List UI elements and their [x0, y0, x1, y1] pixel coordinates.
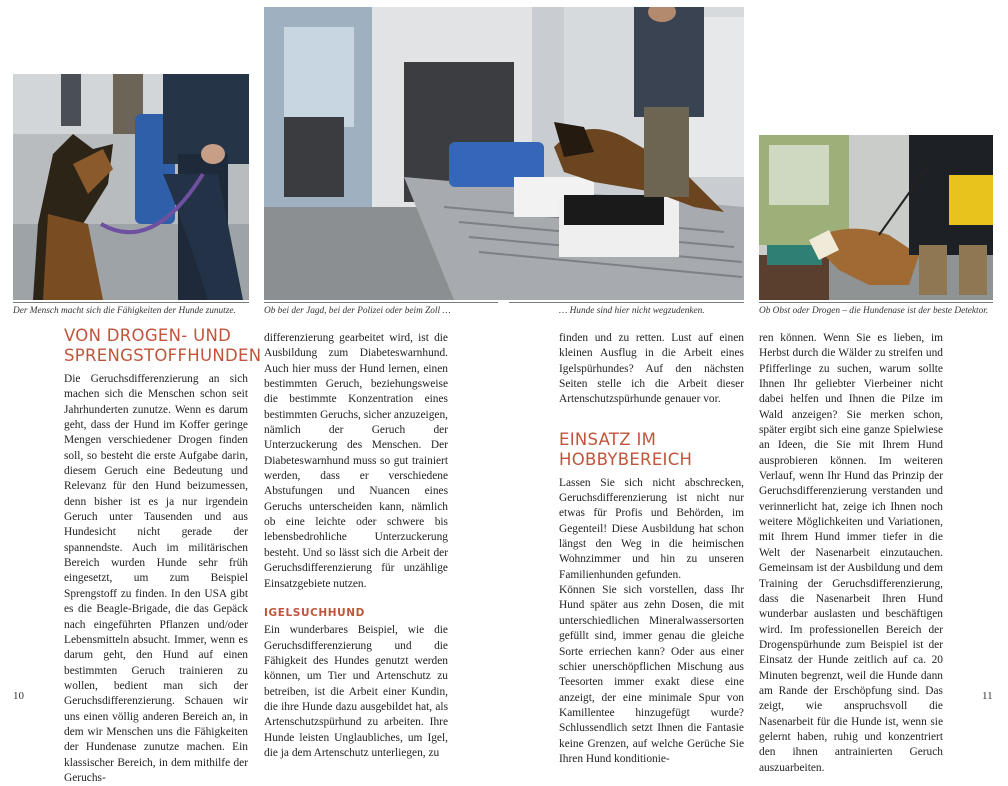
caption-rule-3 — [509, 302, 744, 303]
text-column-2 — [264, 331, 448, 761]
caption-rule-1 — [13, 302, 249, 303]
text-column-1 — [64, 326, 262, 786]
caption-photo-4: Ob Obst oder Drogen – die Hundenase ist der beste Detektor. — [759, 306, 989, 316]
subheading-igelsuchhund: IGELSUCHHUND — [264, 606, 365, 619]
body-paragraph: finden und zu retten. Lust auf einen kleinen Ausflug in die Arbeit eines Igelspürhundes? Auf den nächsten Seiten stelle ich die Arbeit dieser Artenschutzspürhunde genauer vor. — [559, 332, 744, 406]
body-paragraph: Können Sie sich vorstellen, dass Ihr Hund später aus zehn Dosen, die mit unterschiedlichen Mineralwassersorten gefüllt sind, immer genau die gleiche Sorte erriechen kann? Oder aus einer schier unerschöpflichen Mischung aus Teesorten immer exakt diese eine anzeigt, der eine minimale Spur von Kamillentee hinzugefügt wurde? Schlussendlich setzt Ihnen die Fantasie keine Grenzen, auf welche Gerüche Sie Ihren Hund konditionie- — [559, 584, 744, 765]
caption-photo-3: … Hunde sind hier nicht wegzudenken. — [559, 306, 705, 316]
caption-photo-2: Ob bei der Jagd, bei der Polizei oder beim Zoll … — [264, 306, 451, 316]
caption-rule-2 — [264, 302, 498, 303]
text-column-3 — [559, 331, 744, 767]
page-number-left: 10 — [13, 690, 24, 702]
caption-rule-4 — [759, 302, 993, 303]
body-paragraph: ren können. Wenn Sie es lieben, im Herbst durch die Wälder zu streifen und Pfifferlinge zu suchen, warum sollte Ihnen Ihr geliebter Vierbeiner nicht dabei helfen und Ihnen die Pilze im Wald anzeigen? Sie merken schon, später ergibt sich eine ganze Spielwiese an Ideen, die Sie mit Ihrem Hund ausprobieren können. Im weiteren Verlauf, wenn Ihr Hund das Prinzip der Geruchsdifferenzierung verstanden und verinnerlicht hat, zeige ich Ihnen noch weitere Möglichkeiten und Variationen, mit Ihrem Hund immer tiefer in die Welt der Nasenarbeit einzutauchen. Gemeinsam ist der Ausbildung und dem Training der Geruchsdifferenzierung, dass die Nasenarbeit Ihren Hund wunderbar auslasten und beschäftigen wird. Im professionellen Bereich der Drogenspürhunde zum Beispiel ist der Einsatz der Hunde zeitlich auf ca. 20 Minuten begrenzt, weil die Hunde dann am Rande der Erschöpfung sind. Das zeigt, wie anspruchsvoll die Nasenarbeit für die Hunde ist, wenn sie gelernt haben, ruhig und konzentriert den ihnen antrainierten Geruch auszuarbeiten. — [759, 332, 943, 774]
body-paragraph: differenzierung gearbeitet wird, ist die Ausbildung zum Diabeteswarnhund. Auch hier muss der Hund lernen, einen bestimmten Geruch, beziehungsweise die bestimmte Konzentration eines bestimmten Geruchs, sicher anzuzeigen, nämlich der Geruch der Unterzuckerung des Menschen. Der Diabeteswarnhund muss so gut trainiert werden, dass er verschiedene Abstufungen und Nuancen eines Geruchs unterscheiden kann, nämlich ob eine leichte oder schwere bis lebensbedrohliche Unterzuckerung besteht. Und so lässt sich die Arbeit der Geruchsdifferenzierung für unzählige Einsatzgebiete nutzen. — [264, 332, 448, 590]
body-paragraph: Lassen Sie sich nicht abschrecken, Geruchsdifferenzierung ist nicht nur etwas für Profis und Behörden, im Gegenteil! Diese Ausbildung hat schon längst den Weg in die heimischen Wohnzimmer und hin zu unseren Familienhunden gefunden. — [559, 476, 744, 581]
text-column-4 — [759, 331, 943, 776]
heading-line: SPRENGSTOFFHUNDEN — [64, 346, 262, 365]
heading-hobbybereich — [559, 430, 744, 470]
body-paragraph: Die Geruchsdifferenzierung an sich machen sich die Menschen schon seit Jahrhunderten zunutze. Wenn es darum geht, dass der Hund im Koffer geringe Mengen verschiedener Drogen finden soll, so besteht die erste Aufgabe darin, diesem Geruch eine Bedeutung und Relevanz für den Hund beizumessen, denn bisher ist es ja nur irgendein Geruch unter Tausenden und aus Hundesicht nicht gerade der spannendste. Auch im militärischen Bereich wurden Hunde sehr früh eingesetzt, um zum Beispiel Sprengstoff zu finden. In den USA gibt es die Beagle-Brigade, die das Gepäck nach eingeführten Pflanzen und/oder Lebensmitteln absucht. Immer, wenn es darum geht, den Hund auf einen bestimmten Geruch trainieren zu wollen, bedient man sich der Geruchsdifferenzierung. Schauen wir uns einen völlig anderen Bereich an, in dem wir Menschen uns die Fähigkeiten der Hundenase zunutze machen. Ein klassischer Bereich, in dem mithilfe der Geruchs- — [64, 373, 248, 784]
photo-shepherd-with-handler — [13, 74, 249, 300]
heading-drogen-sprengstoff — [64, 326, 262, 366]
heading-line: EINSATZ IM — [559, 429, 657, 449]
heading-line: HOBBYBEREICH — [559, 449, 693, 469]
heading-line: VON DROGEN- UND — [64, 326, 232, 345]
caption-photo-1: Der Mensch macht sich die Fähigkeiten der Hunde zunutze. — [13, 306, 236, 316]
photo-airport-xray-scene — [264, 7, 744, 300]
photo-beagle-luggage — [759, 135, 993, 300]
page-number-right: 11 — [982, 690, 993, 702]
body-paragraph: Ein wunderbares Beispiel, wie die Geruchsdifferenzierung und die Fähigkeit des Hundes genutzt werden können, um Tier und Artenschutz zu betreiben, ist die Arbeit einer Kundin, die ihre Hunde dazu ausgebildet hat, als Artenschutzspürhund zu arbeiten. Ihre Hunde leisten Unglaubliches, um Igel, die ja dem Artenschutz unterliegen, zu — [264, 624, 448, 759]
